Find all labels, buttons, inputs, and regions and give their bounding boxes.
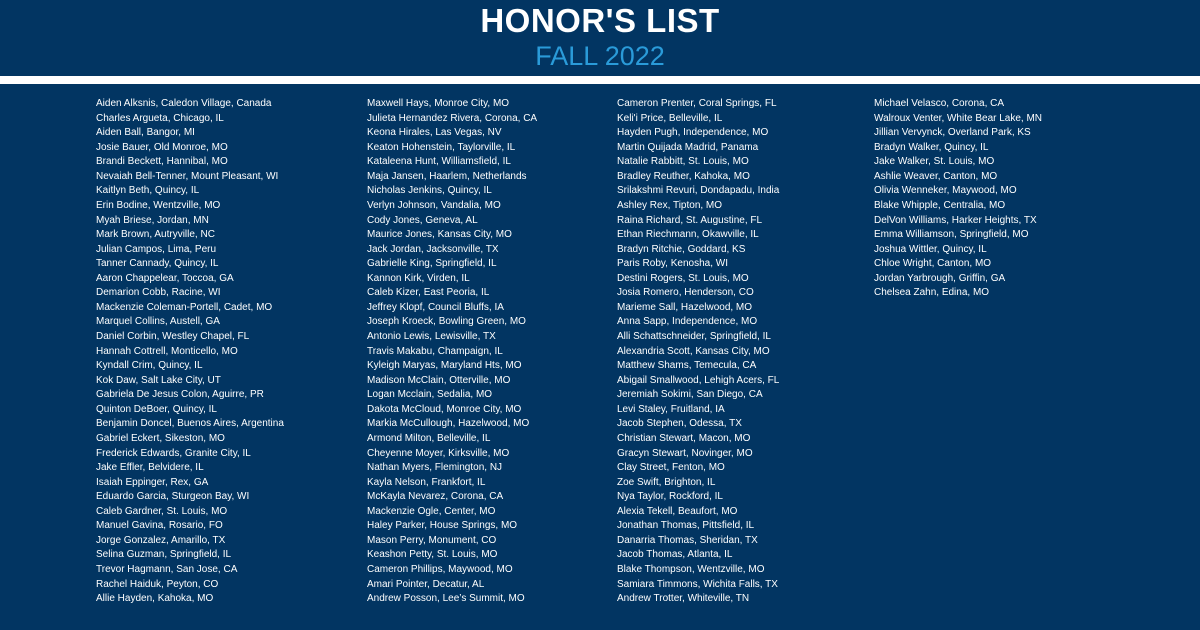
honoree-entry: Ashley Rex, Tipton, MO — [617, 199, 723, 211]
honoree-entry: Zoe Swift, Brighton, IL — [617, 476, 716, 488]
honoree-entry: Nicholas Jenkins, Quincy, IL — [367, 185, 492, 197]
honoree-entry: Julian Campos, Lima, Peru — [96, 243, 217, 255]
honoree-entry: Gabrielle King, Springfield, IL — [367, 258, 497, 270]
honoree-entry: Cameron Phillips, Maywood, MO — [367, 564, 513, 575]
honoree-entry: Jake Effler, Belvidere, IL — [96, 462, 204, 474]
honoree-entry: Martin Quijada Madrid, Panama — [617, 141, 759, 153]
honoree-entry: Jeremiah Sokimi, San Diego, CA — [617, 389, 763, 401]
honoree-entry: Bradyn Ritchie, Goddard, KS — [617, 243, 746, 255]
honoree-entry: Kyndall Crim, Quincy, IL — [96, 360, 203, 372]
honoree-entry: Nathan Myers, Flemington, NJ — [367, 462, 503, 474]
honoree-entry: Clay Street, Fenton, MO — [617, 462, 725, 474]
honoree-entry: Cody Jones, Geneva, AL — [367, 214, 478, 226]
honoree-entry: Aaron Chappelear, Toccoa, GA — [96, 272, 234, 284]
name-column-1 — [96, 97, 284, 607]
honoree-entry: Allie Hayden, Kahoka, MO — [96, 593, 214, 605]
honoree-entry: Michael Velasco, Corona, CA — [874, 98, 1005, 109]
honoree-entry: Keona Hirales, Las Vegas, NV — [367, 127, 502, 139]
honoree-entry: Andrew Trotter, Whiteville, TN — [617, 593, 750, 605]
honoree-entry: Kok Daw, Salt Lake City, UT — [96, 374, 221, 386]
honoree-entry: Maurice Jones, Kansas City, MO — [367, 229, 512, 241]
page-title: HONOR'S LIST — [480, 2, 720, 39]
honoree-entry: Amari Pointer, Decatur, AL — [367, 578, 485, 590]
honoree-entry: Joshua Wittler, Quincy, IL — [874, 243, 987, 255]
honoree-entry: Anna Sapp, Independence, MO — [617, 316, 758, 328]
honoree-entry: Bradyn Walker, Quincy, IL — [874, 141, 989, 153]
honoree-entry: Alexandria Scott, Kansas City, MO — [617, 345, 770, 357]
honoree-entry: Keaton Hohenstein, Taylorville, IL — [367, 141, 516, 153]
honoree-entry: Verlyn Johnson, Vandalia, MO — [367, 199, 501, 211]
honoree-entry: Ashlie Weaver, Canton, MO — [874, 170, 998, 182]
honoree-entry: Trevor Hagmann, San Jose, CA — [96, 564, 238, 575]
honoree-entry: Aiden Alksnis, Caledon Village, Canada — [96, 98, 272, 109]
honoree-entry: Demarion Cobb, Racine, WI — [96, 287, 221, 299]
honoree-entry: Julieta Hernandez Rivera, Corona, CA — [367, 112, 538, 124]
honoree-entry: Destini Rogers, St. Louis, MO — [617, 272, 749, 284]
honoree-entry: Travis Makabu, Champaign, IL — [367, 345, 503, 357]
honoree-entry: Christian Stewart, Macon, MO — [617, 432, 751, 444]
name-column-4 — [874, 97, 1042, 301]
honoree-entry: Matthew Shams, Temecula, CA — [617, 360, 757, 372]
honoree-entry: Jonathan Thomas, Pittsfield, IL — [617, 520, 755, 532]
honoree-entry: Srilakshmi Revuri, Dondapadu, India — [617, 185, 780, 197]
honoree-entry: Joseph Kroeck, Bowling Green, MO — [367, 316, 526, 328]
name-column-3 — [617, 97, 779, 607]
honoree-entry: Samiara Timmons, Wichita Falls, TX — [617, 578, 778, 590]
name-column-2 — [367, 97, 537, 607]
honoree-entry: Gracyn Stewart, Novinger, MO — [617, 447, 753, 459]
honoree-entry: Rachel Haiduk, Peyton, CO — [96, 578, 219, 590]
honoree-entry: Nya Taylor, Rockford, IL — [617, 491, 723, 503]
honoree-entry: Gabriel Eckert, Sikeston, MO — [96, 432, 225, 444]
honoree-entry: Raina Richard, St. Augustine, FL — [617, 214, 763, 226]
honoree-entry: Mark Brown, Autryville, NC — [96, 229, 215, 241]
honoree-entry: Mackenzie Coleman-Portell, Cadet, MO — [96, 301, 273, 313]
honoree-entry: Jeffrey Klopf, Council Bluffs, IA — [367, 301, 504, 313]
honoree-entry: Danarria Thomas, Sheridan, TX — [617, 534, 758, 546]
honoree-entry: Madison McClain, Otterville, MO — [367, 374, 511, 386]
honoree-entry: Erin Bodine, Wentzville, MO — [96, 199, 221, 211]
honoree-entry: Keashon Petty, St. Louis, MO — [367, 549, 498, 561]
honoree-entry: Myah Briese, Jordan, MN — [96, 214, 209, 226]
honoree-entry: Kyleigh Maryas, Maryland Hts, MO — [367, 360, 522, 372]
honoree-entry: Josia Romero, Henderson, CO — [617, 287, 754, 299]
honoree-entry: Antonio Lewis, Lewisville, TX — [367, 331, 496, 342]
honoree-entry: Selina Guzman, Springfield, IL — [96, 549, 232, 561]
honoree-entry: Levi Staley, Fruitland, IA — [617, 403, 725, 415]
honoree-entry: Blake Whipple, Centralia, MO — [874, 199, 1006, 211]
honoree-entry: Emma Williamson, Springfield, MO — [874, 229, 1029, 241]
honoree-entry: Alexia Tekell, Beaufort, MO — [617, 505, 738, 517]
honoree-entry: Logan Mcclain, Sedalia, MO — [367, 389, 493, 401]
honoree-entry: Jorge Gonzalez, Amarillo, TX — [96, 534, 226, 546]
honoree-entry: Blake Thompson, Wentzville, MO — [617, 564, 765, 575]
honoree-entry: Paris Roby, Kenosha, WI — [617, 258, 728, 270]
honoree-entry: Charles Argueta, Chicago, IL — [96, 112, 224, 124]
header-banner — [0, 0, 1200, 76]
honoree-entry: Markia McCullough, Hazelwood, MO — [367, 418, 530, 430]
honoree-entry: Chloe Wright, Canton, MO — [874, 258, 992, 270]
honoree-entry: Mason Perry, Monument, CO — [367, 534, 497, 546]
honoree-entry: Marquel Collins, Austell, GA — [96, 316, 220, 328]
honoree-entry: Jake Walker, St. Louis, MO — [874, 156, 995, 168]
honoree-entry: Jack Jordan, Jacksonville, TX — [367, 243, 499, 255]
honoree-entry: Manuel Gavina, Rosario, FO — [96, 520, 223, 532]
honoree-entry: Eduardo Garcia, Sturgeon Bay, WI — [96, 491, 250, 503]
honoree-entry: Ethan Riechmann, Okawville, IL — [617, 229, 759, 241]
honoree-entry: Hannah Cottrell, Monticello, MO — [96, 345, 238, 357]
honoree-entry: Josie Bauer, Old Monroe, MO — [96, 141, 228, 153]
honoree-entry: Kayla Nelson, Frankfort, IL — [367, 476, 486, 488]
honoree-entry: Bradley Reuther, Kahoka, MO — [617, 170, 750, 182]
honoree-entry: Jacob Thomas, Atlanta, IL — [617, 549, 733, 561]
honoree-entry: Abigail Smallwood, Lehigh Acers, FL — [617, 374, 780, 386]
honoree-entry: Dakota McCloud, Monroe City, MO — [367, 403, 522, 415]
honoree-entry: Mackenzie Ogle, Center, MO — [367, 505, 496, 517]
honoree-entry: DelVon Williams, Harker Heights, TX — [874, 214, 1037, 226]
honoree-entry: Kannon Kirk, Virden, IL — [367, 272, 470, 284]
honoree-entry: Kaitlyn Beth, Quincy, IL — [96, 185, 200, 197]
honoree-entry: Andrew Posson, Lee’s Summit, MO — [367, 593, 525, 605]
honoree-entry: Maja Jansen, Haarlem, Netherlands — [367, 170, 527, 182]
honoree-entry: Armond Milton, Belleville, IL — [367, 432, 491, 444]
honoree-entry: Jillian Vervynck, Overland Park, KS — [874, 127, 1031, 139]
honoree-entry: Cheyenne Moyer, Kirksville, MO — [367, 447, 510, 459]
honoree-entry: Aiden Ball, Bangor, MI — [96, 127, 195, 139]
honoree-entry: Jordan Yarbrough, Griffin, GA — [874, 272, 1006, 284]
page-subtitle: FALL 2022 — [535, 41, 665, 71]
honoree-entry: Haley Parker, House Springs, MO — [367, 520, 518, 532]
honoree-entry: Benjamin Doncel, Buenos Aires, Argentina — [96, 418, 284, 430]
honoree-entry: Marieme Sall, Hazelwood, MO — [617, 301, 753, 313]
honoree-entry: Jacob Stephen, Odessa, TX — [617, 418, 742, 430]
honoree-entry: McKayla Nevarez, Corona, CA — [367, 491, 504, 503]
honoree-entry: Nevaiah Bell-Tenner, Mount Pleasant, WI — [96, 170, 279, 182]
honoree-entry: Quinton DeBoer, Quincy, IL — [96, 403, 217, 415]
honoree-entry: Olivia Wenneker, Maywood, MO — [874, 185, 1017, 197]
honoree-entry: Daniel Corbin, Westley Chapel, FL — [96, 331, 250, 342]
honoree-entry: Caleb Gardner, St. Louis, MO — [96, 505, 228, 517]
honoree-entry: Caleb Kizer, East Peoria, IL — [367, 287, 490, 299]
honoree-entry: Walroux Venter, White Bear Lake, MN — [874, 112, 1043, 124]
honoree-entry: Gabriela De Jesus Colon, Aguirre, PR — [96, 389, 264, 401]
honoree-entry: Frederick Edwards, Granite City, IL — [96, 447, 251, 459]
honoree-entry: Tanner Cannady, Quincy, IL — [96, 258, 219, 270]
honoree-entry: Alli Schattschneider, Springfield, IL — [617, 331, 771, 342]
honoree-entry: Maxwell Hays, Monroe City, MO — [367, 98, 510, 109]
honoree-entry: Keli'i Price, Belleville, IL — [617, 112, 723, 124]
honoree-entry: Isaiah Eppinger, Rex, GA — [96, 476, 209, 488]
honoree-entry: Hayden Pugh, Independence, MO — [617, 127, 769, 139]
honoree-entry: Cameron Prenter, Coral Springs, FL — [617, 98, 777, 109]
honoree-entry: Natalie Rabbitt, St. Louis, MO — [617, 156, 749, 168]
honoree-entry: Chelsea Zahn, Edina, MO — [874, 287, 990, 299]
honoree-entry: Kataleena Hunt, Williamsfield, IL — [367, 156, 511, 168]
header-divider — [0, 76, 1200, 84]
honoree-entry: Brandi Beckett, Hannibal, MO — [96, 156, 228, 168]
